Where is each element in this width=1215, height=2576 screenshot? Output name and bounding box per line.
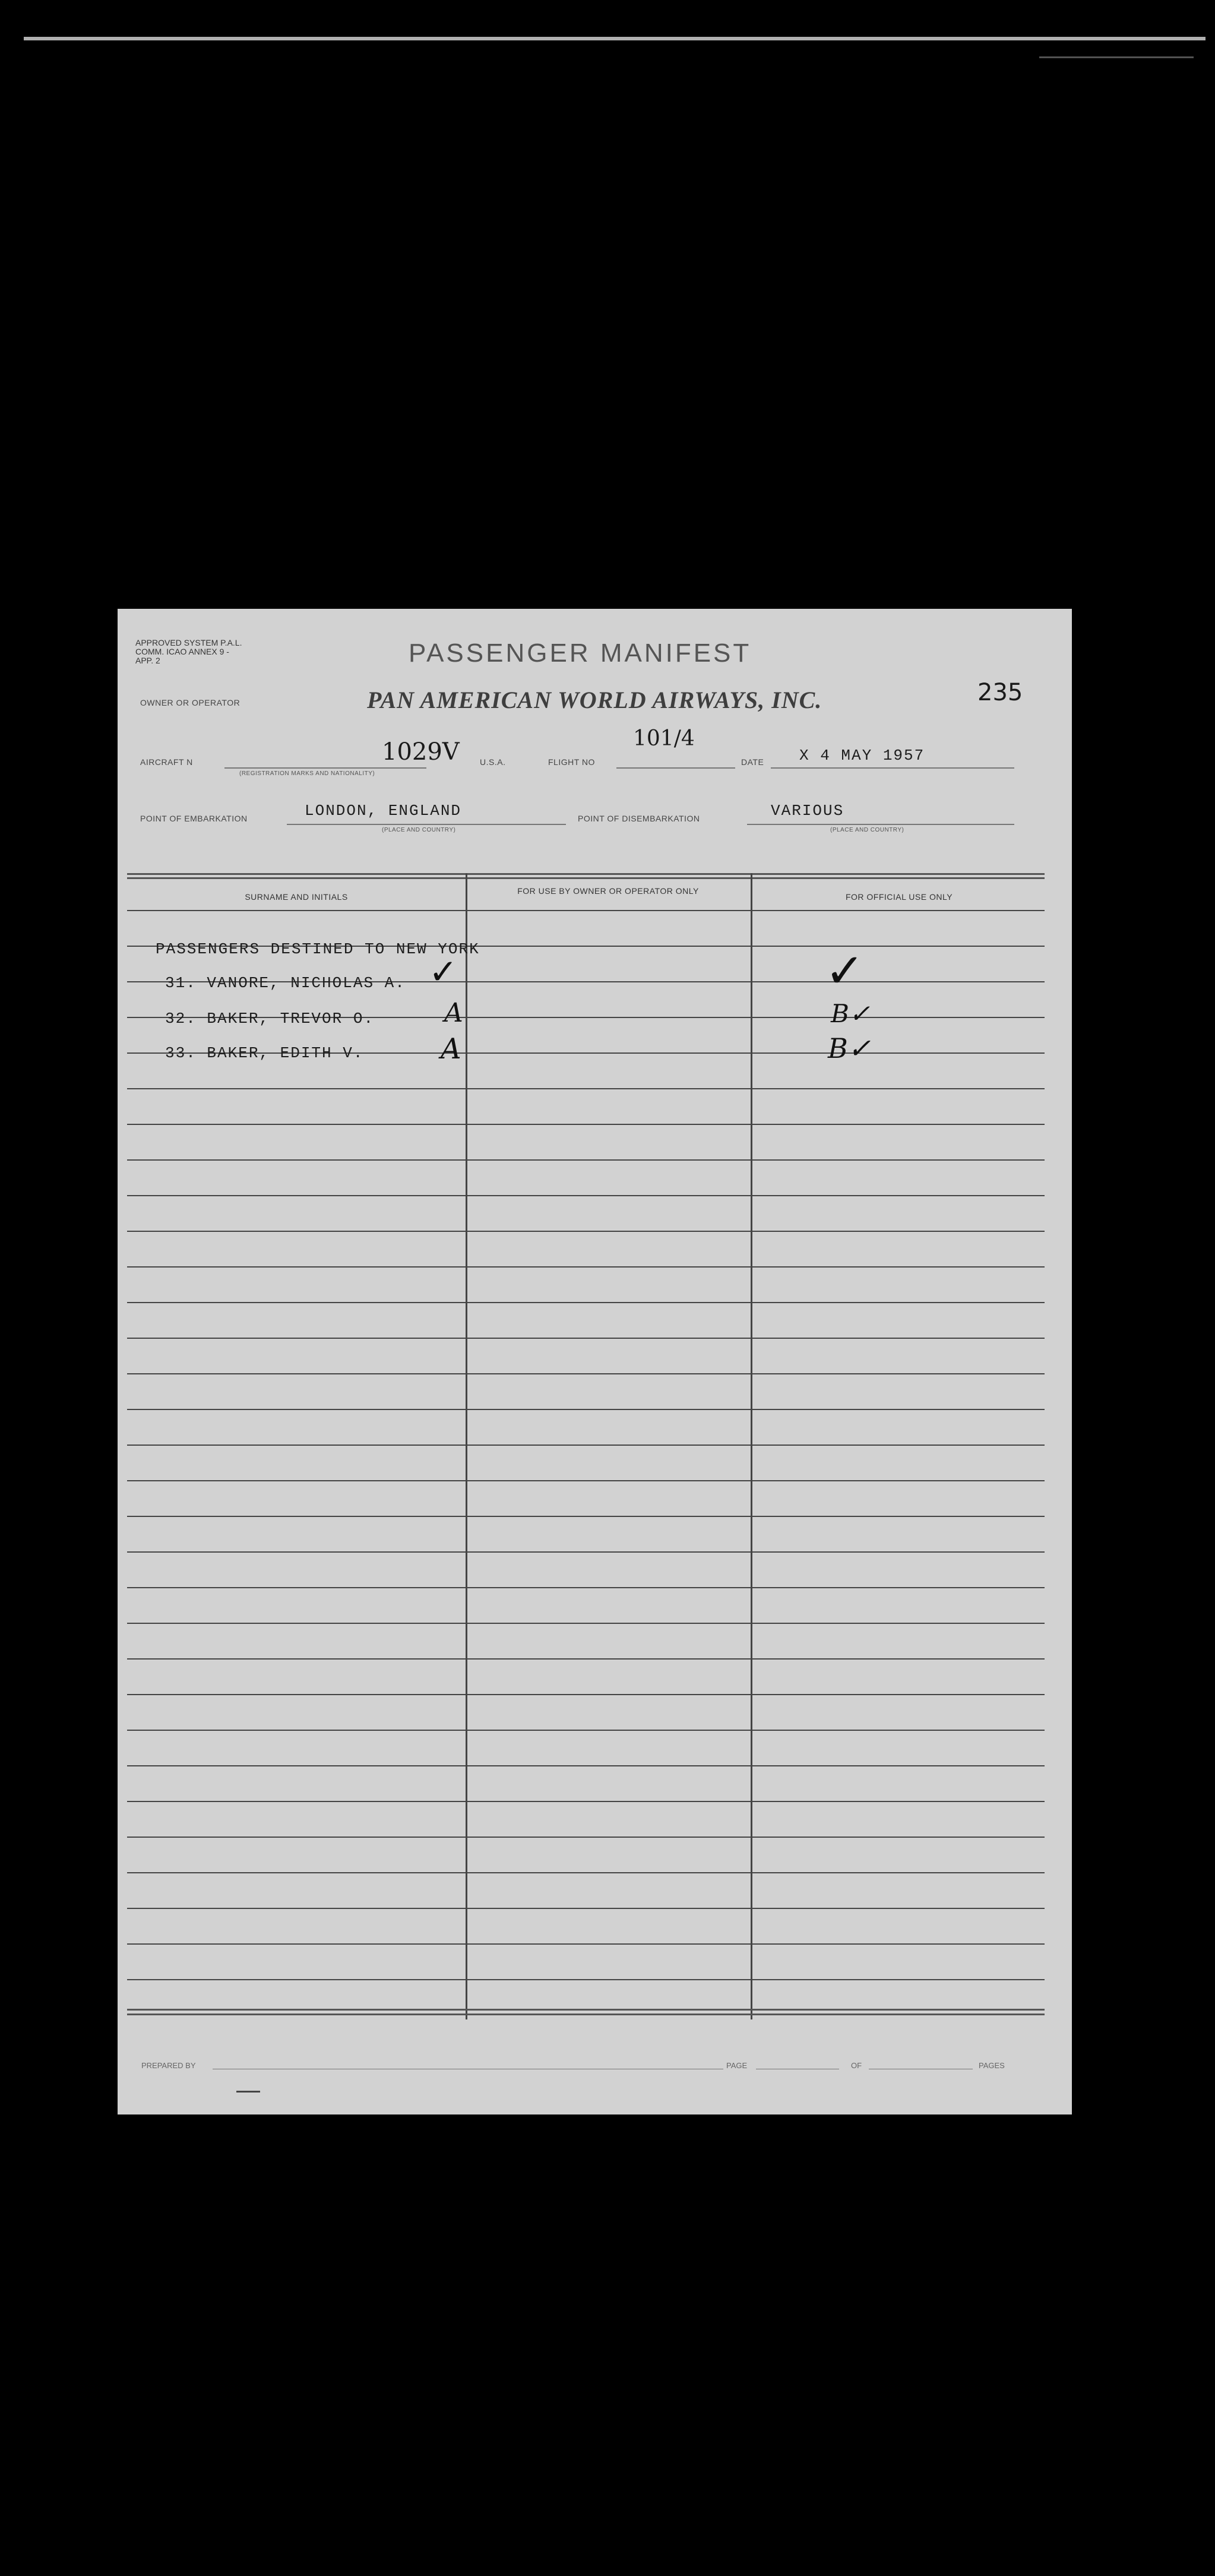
manifest-table [127,873,1045,2019]
ruled-line [127,1159,1045,1161]
film-edge-line [24,37,1205,40]
flight-value: 101/4 [633,726,695,751]
aircraft-underline [224,767,426,769]
ruled-line [127,1623,1045,1624]
ruled-line [127,1551,1045,1553]
embark-sub: (PLACE AND COUNTRY) [382,827,456,833]
table-top-border-2 [127,877,1045,879]
ruled-line [127,1373,1045,1374]
date-value: X 4 MAY 1957 [799,747,925,764]
ruled-line [127,1765,1045,1766]
ruled-line [127,1943,1045,1945]
official-mark-32: B✓ [831,999,871,1028]
ruled-line [127,1730,1045,1731]
airline-name: PAN AMERICAN WORLD AIRWAYS, INC. [367,687,822,713]
owner-check-31: ✓ [429,952,458,992]
ruled-line [127,1231,1045,1232]
ruled-line [127,1480,1045,1481]
owner-mark-33: A [441,1032,461,1066]
ruled-line [127,1587,1045,1588]
disembark-sub: (PLACE AND COUNTRY) [830,827,904,833]
passenger-entry-31: 31. VANORE, NICHOLAS A. [165,974,406,992]
column-divider-1 [466,873,467,2019]
ruled-line [127,1195,1045,1196]
column-divider-2 [751,873,752,2019]
passenger-entry-32: 32. BAKER, TREVOR O. [165,1010,375,1028]
ruled-line [127,1338,1045,1339]
aircraft-sublabel: (REGISTRATION MARKS AND NATIONALITY) [239,770,375,777]
ruled-line [127,1694,1045,1695]
footer-page: PAGE [726,2061,748,2070]
ruled-line [127,1837,1045,1838]
ruled-line [127,1979,1045,1980]
official-check-31: ✓ [825,943,865,998]
official-mark-33: B✓ [828,1032,871,1064]
document-title: PASSENGER MANIFEST [409,639,752,668]
ruled-line [127,910,1045,911]
section-heading: PASSENGERS DESTINED TO NEW YORK [156,940,480,958]
aircraft-label: AIRCRAFT N [140,757,193,767]
ruled-line [127,1409,1045,1410]
header-surname: SURNAME AND INITIALS [245,892,348,902]
table-bottom-border [127,2009,1045,2011]
footer-prepared-by: PREPARED BY [141,2061,196,2070]
owner-mark-32: A [444,998,463,1028]
ruled-line [127,1658,1045,1660]
table-top-border [127,873,1045,875]
ruled-line [127,1908,1045,1909]
date-underline [771,767,1014,769]
embark-underline [287,824,566,825]
disembark-label: POINT OF DISEMBARKATION [578,814,700,823]
approval-note: APPROVED SYSTEM P.A.L. COMM. ICAO ANNEX 9 - APP. 2 [135,638,242,665]
ruled-line [127,1302,1045,1303]
manifest-document [118,609,1072,2114]
ruled-line [127,1445,1045,1446]
ruled-line [127,1088,1045,1089]
disembark-underline [747,824,1014,825]
header-owner-use: FOR USE BY OWNER OR OPERATOR ONLY [517,886,699,896]
film-edge-line-2 [1039,56,1194,58]
disembark-value: VARIOUS [771,802,844,820]
flight-label: FLIGHT NO [548,757,595,767]
page-number: 235 [977,679,1023,706]
date-label: DATE [741,757,764,767]
ruled-line [127,1872,1045,1873]
ruled-line [127,1266,1045,1268]
footer-mark [236,2091,260,2093]
header-official-use: FOR OFFICIAL USE ONLY [845,892,953,902]
embark-label: POINT OF EMBARKATION [140,814,248,823]
owner-label: OWNER OR OPERATOR [140,698,241,707]
usa-label: U.S.A. [480,757,506,767]
aircraft-value: 1029V [382,738,460,766]
ruled-line [127,1801,1045,1802]
passenger-entry-33: 33. BAKER, EDITH V. [165,1044,364,1062]
footer-pages: PAGES [979,2061,1005,2070]
flight-underline [616,767,735,769]
embark-value: LONDON, ENGLAND [305,802,462,820]
ruled-line [127,1124,1045,1125]
table-bottom-border-2 [127,2014,1045,2015]
footer-of: OF [851,2061,862,2070]
ruled-line [127,1516,1045,1517]
